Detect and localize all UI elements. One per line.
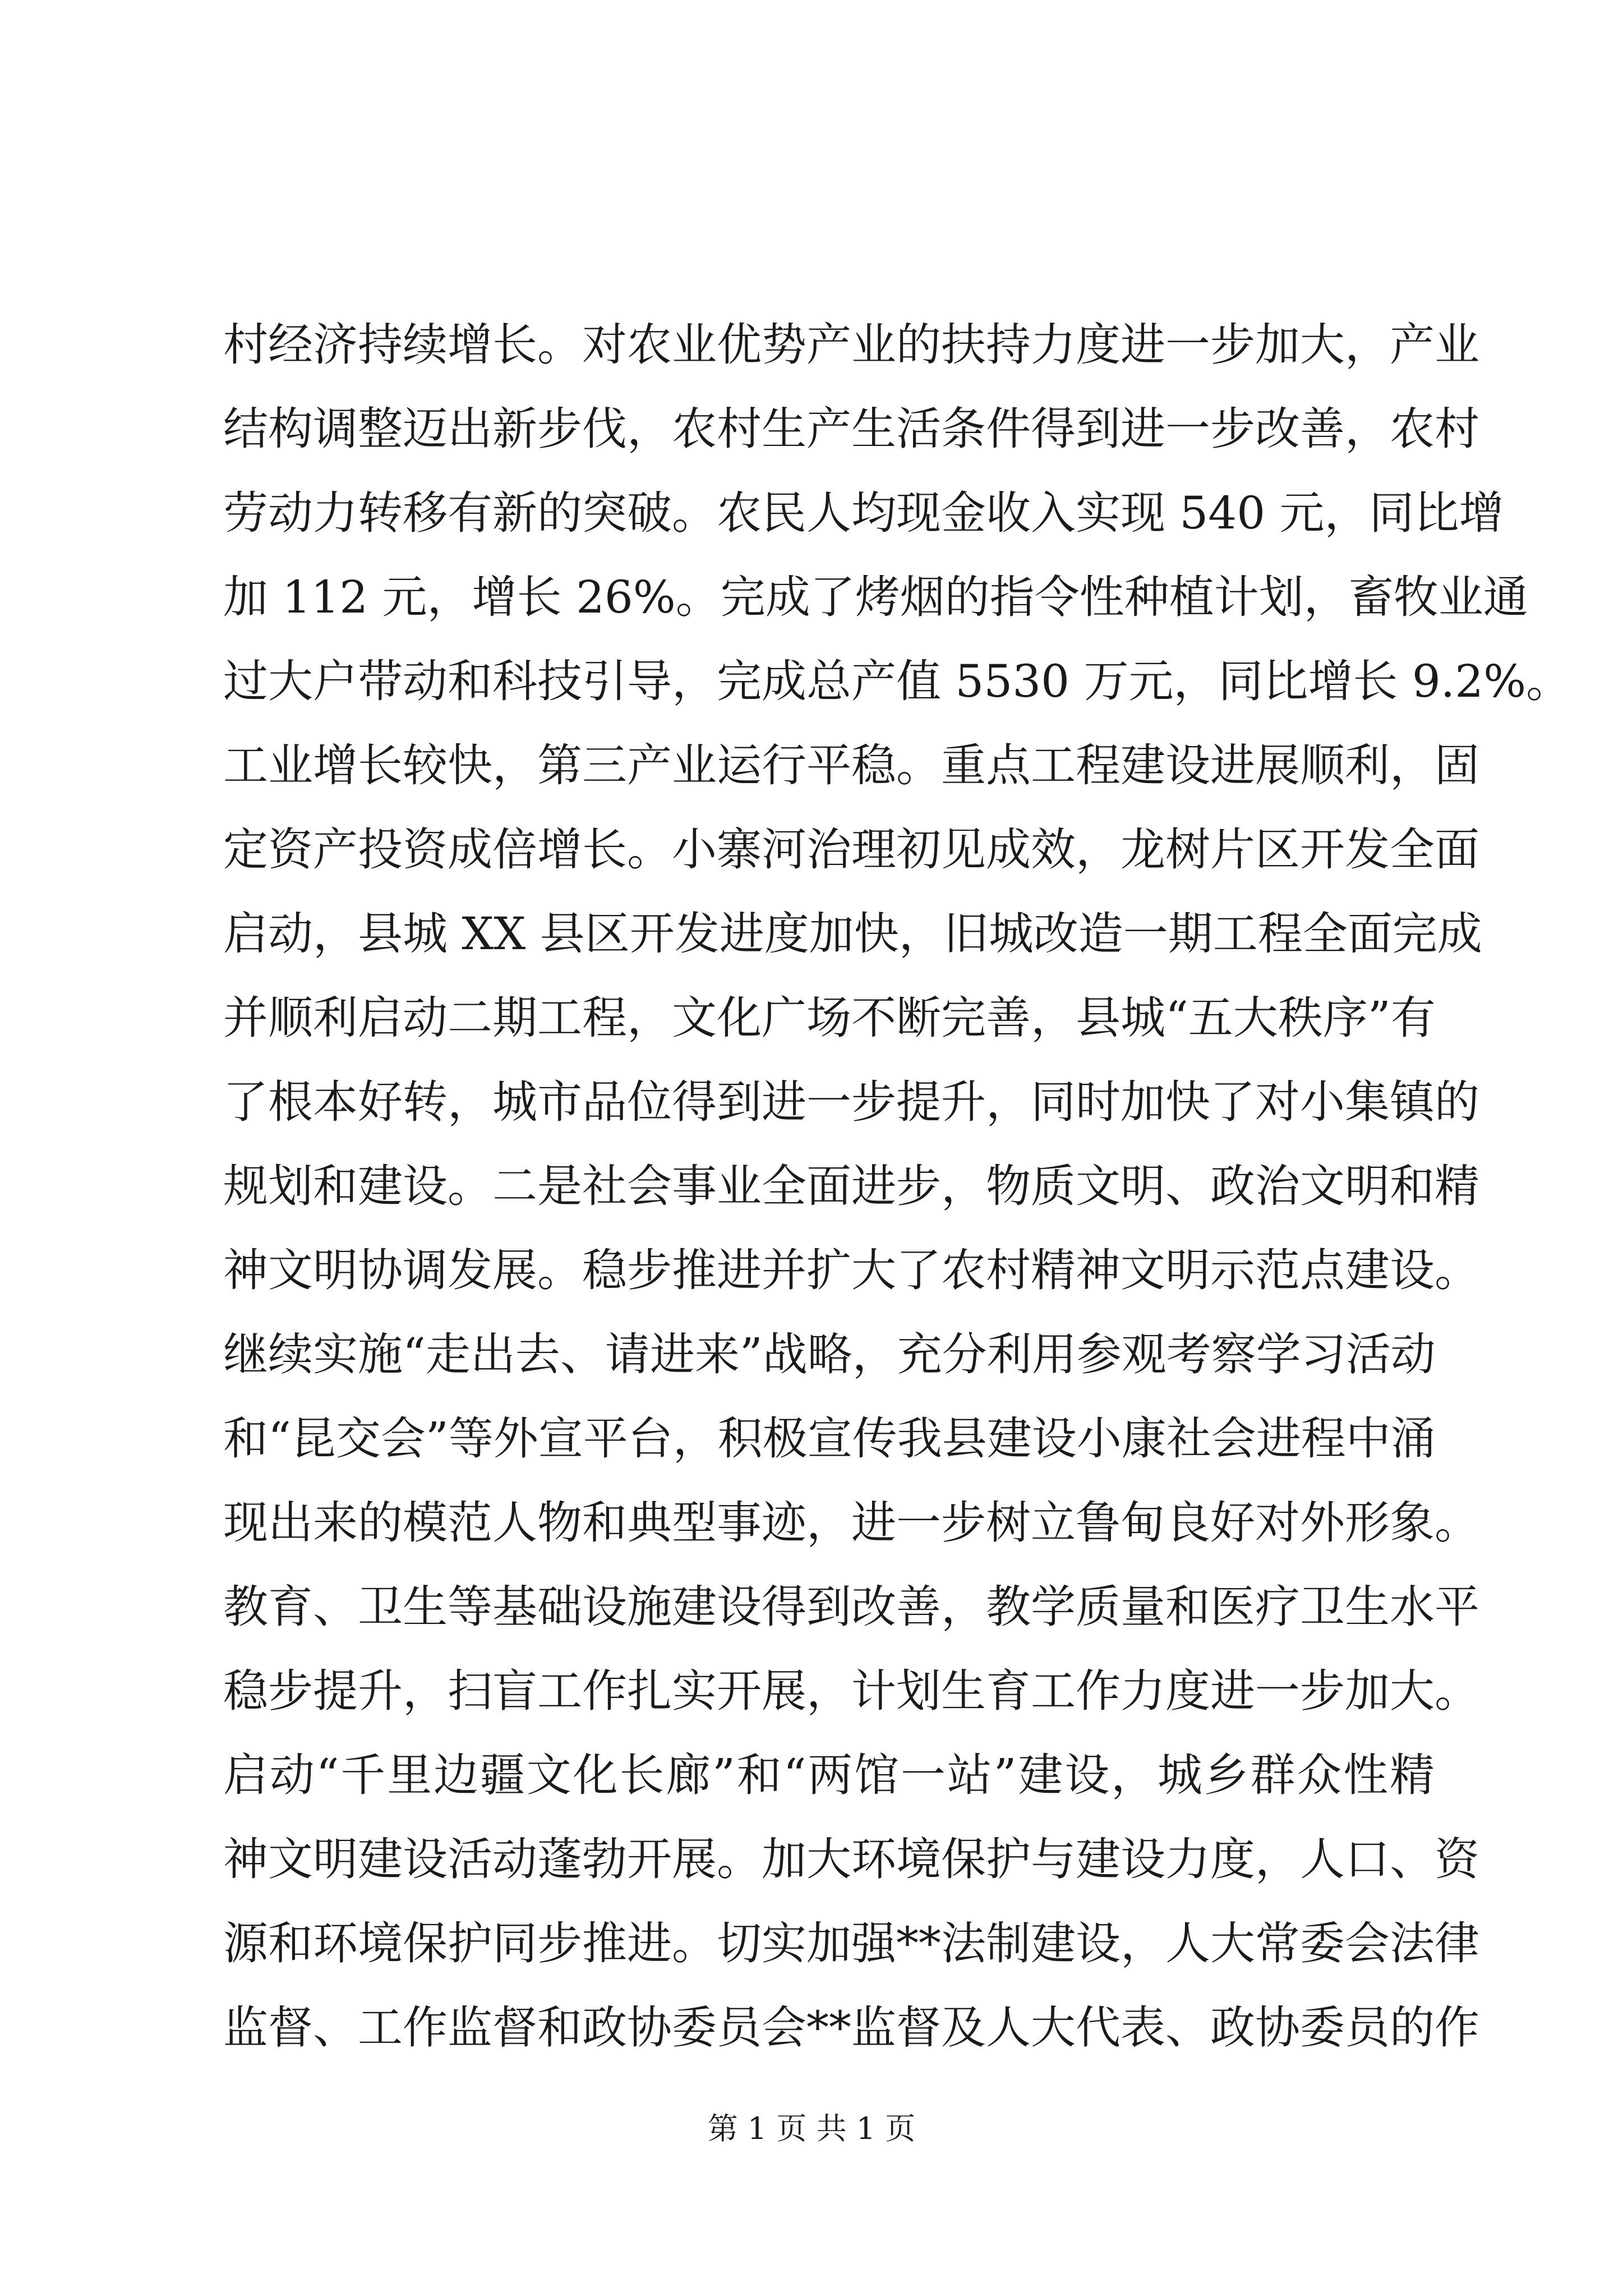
text-line: 村经济持续增长。对农业优势产业的扶持力度进一步加大，产业 [223, 319, 1479, 371]
text-line: 和“昆交会”等外宣平台，积极宣传我县建设小康社会进程中涌 [223, 1412, 1436, 1465]
text-line: 教育、卫生等基础设施建设得到改善，教学质量和医疗卫生水平 [223, 1581, 1479, 1633]
text-line: 启动“千里边疆文化长廊”和“两馆一站”建设，城乡群众性精 [223, 1749, 1435, 1801]
text-line: 启动，县城 XX 县区开发进度加快，旧城改造一期工程全面完成 [223, 908, 1482, 960]
text-line: 继续实施“走出去、请进来”战略，充分利用参观考察学习活动 [223, 1328, 1436, 1381]
text-line: 监督、工作监督和政协委员会**监督及人大代表、政协委员的作 [223, 2001, 1479, 2054]
text-line: 了根本好转，城市品位得到进一步提升，同时加快了对小集镇的 [223, 1076, 1479, 1128]
page-footer [0, 2109, 1623, 2148]
text-line: 源和环境保护同步推进。切实加强**法制建设，人大常委会法律 [223, 1917, 1479, 1970]
text-line: 神文明协调发展。稳步推进并扩大了农村精神文明示范点建设。 [223, 1244, 1479, 1296]
text-line: 过大户带动和科技引导，完成总产值 5530 万元，同比增长 9.2%。 [223, 655, 1571, 707]
text-line: 加 112 元，增长 26%。完成了烤烟的指令性种植计划，畜牧业通 [223, 571, 1528, 623]
text-line: 规划和建设。二是社会事业全面进步，物质文明、政治文明和精 [223, 1160, 1479, 1212]
text-line: 工业增长较快，第三产业运行平稳。重点工程建设进展顺利，固 [223, 739, 1479, 792]
text-line: 结构调整迈出新步伐，农村生产生活条件得到进一步改善，农村 [223, 403, 1479, 455]
text-line: 稳步提升，扫盲工作扎实开展，计划生育工作力度进一步加大。 [223, 1665, 1479, 1717]
document-body [223, 303, 1571, 2070]
page-number-label: 第 1 页 共 1 页 [707, 2111, 916, 2146]
text-line: 定资产投资成倍增长。小寨河治理初见成效，龙树片区开发全面 [223, 823, 1479, 876]
text-line: 劳动力转移有新的突破。农民人均现金收入实现 540 元，同比增 [223, 487, 1504, 539]
text-line: 现出来的模范人物和典型事迹，进一步树立鲁甸良好对外形象。 [223, 1497, 1479, 1549]
text-line: 神文明建设活动蓬勃开展。加大环境保护与建设力度，人口、资 [223, 1833, 1479, 1885]
text-line: 并顺利启动二期工程，文化广场不断完善，县城“五大秩序”有 [223, 992, 1436, 1044]
